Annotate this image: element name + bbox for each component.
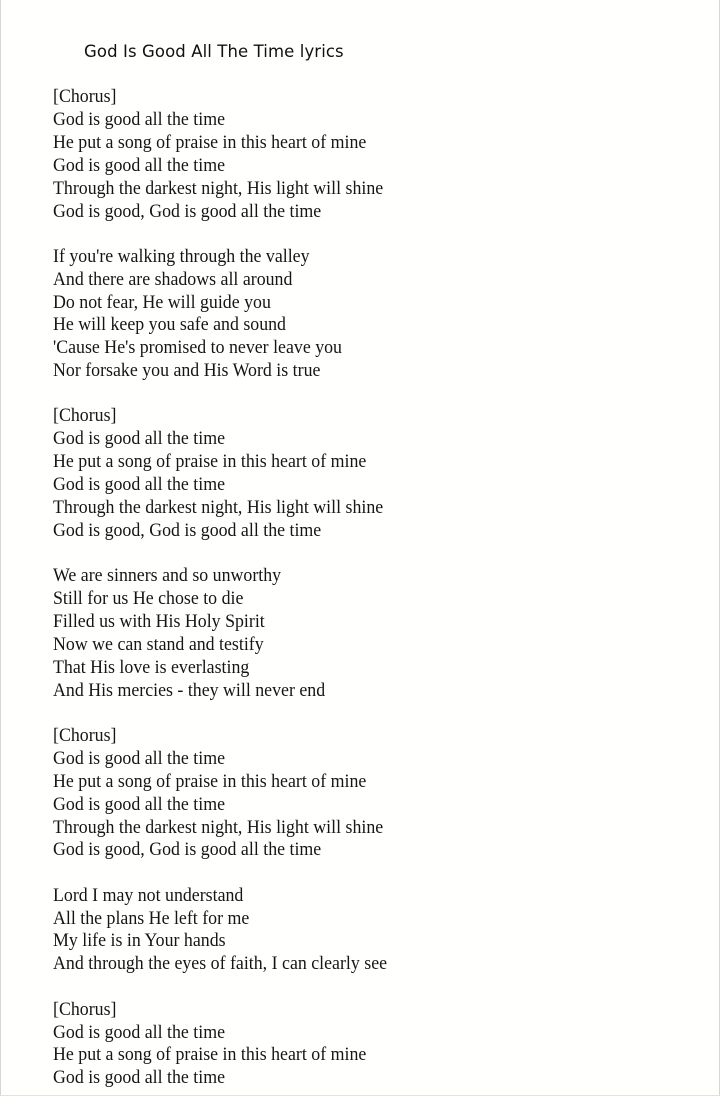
lyric-line: Filled us with His Holy Spirit (53, 611, 265, 633)
lyric-line: God is good all the time (53, 428, 226, 450)
lyric-line: 'Cause He's promised to never leave you (53, 337, 342, 359)
lyric-line: Through the darkest night, His light will shine (53, 177, 384, 199)
lyric-line: God is good all the time (53, 108, 226, 130)
lyric-line: God is good all the time (53, 747, 226, 769)
lyric-line: [Chorus] (53, 86, 117, 107)
lyric-line: God is good, God is good all the time (53, 520, 322, 541)
lyric-line: God is good all the time (53, 1067, 226, 1089)
stanza-chorus-2 (53, 405, 401, 542)
stanza-bridge (53, 885, 401, 977)
stanza-verse-2 (53, 565, 401, 702)
lyric-line: And there are shadows all around (53, 268, 293, 290)
lyric-line: Now we can stand and testify (53, 633, 264, 655)
lyric-line: He put a song of praise in this heart of mine (53, 131, 367, 153)
stanza-chorus-3 (53, 725, 401, 862)
lyric-line: [Chorus] (53, 724, 117, 746)
document-title: God Is Good All The Time lyrics (84, 42, 344, 61)
stanza-chorus-1 (53, 86, 401, 223)
lyric-line: God is good all the time (53, 1021, 226, 1043)
lyrics-body (53, 86, 401, 1113)
lyric-line: He put a song of praise in this heart of mine (53, 1044, 367, 1066)
lyric-line: If you're walking through the valley (53, 245, 310, 267)
lyric-line: We are sinners and so unworthy (53, 565, 282, 587)
stanza-chorus-4 (53, 999, 401, 1091)
lyric-line: He put a song of praise in this heart of mine (53, 451, 367, 473)
lyric-line: Lord I may not understand (53, 884, 244, 906)
lyric-line: God is good, God is good all the time (53, 839, 322, 861)
lyric-line: He will keep you safe and sound (53, 314, 286, 336)
stanza-verse-1 (53, 246, 401, 383)
lyric-line: [Chorus] (53, 405, 117, 427)
lyric-line: My life is in Your hands (53, 930, 226, 952)
lyric-line: Do not fear, He will guide you (53, 291, 271, 313)
lyric-line: God is good, God is good all the time (53, 200, 322, 222)
lyric-line: Nor forsake you and His Word is true (53, 360, 321, 382)
lyric-line: Through the darkest night, His light will shine (53, 497, 384, 519)
lyric-line: All the plans He left for me (53, 907, 250, 929)
lyric-line: [Chorus] (53, 998, 117, 1020)
lyric-line: God is good all the time (53, 793, 226, 815)
lyric-line: God is good all the time (53, 154, 226, 176)
lyric-line: That His love is everlasting (53, 656, 250, 678)
lyric-line: He put a song of praise in this heart of mine (53, 770, 367, 792)
lyric-line: God is good all the time (53, 474, 226, 496)
lyric-line: Through the darkest night, His light will shine (53, 816, 384, 838)
lyric-line: Still for us He chose to die (53, 588, 244, 610)
lyric-line: And through the eyes of faith, I can clearly see (53, 953, 388, 975)
lyric-line: And His mercies - they will never end (53, 679, 326, 701)
